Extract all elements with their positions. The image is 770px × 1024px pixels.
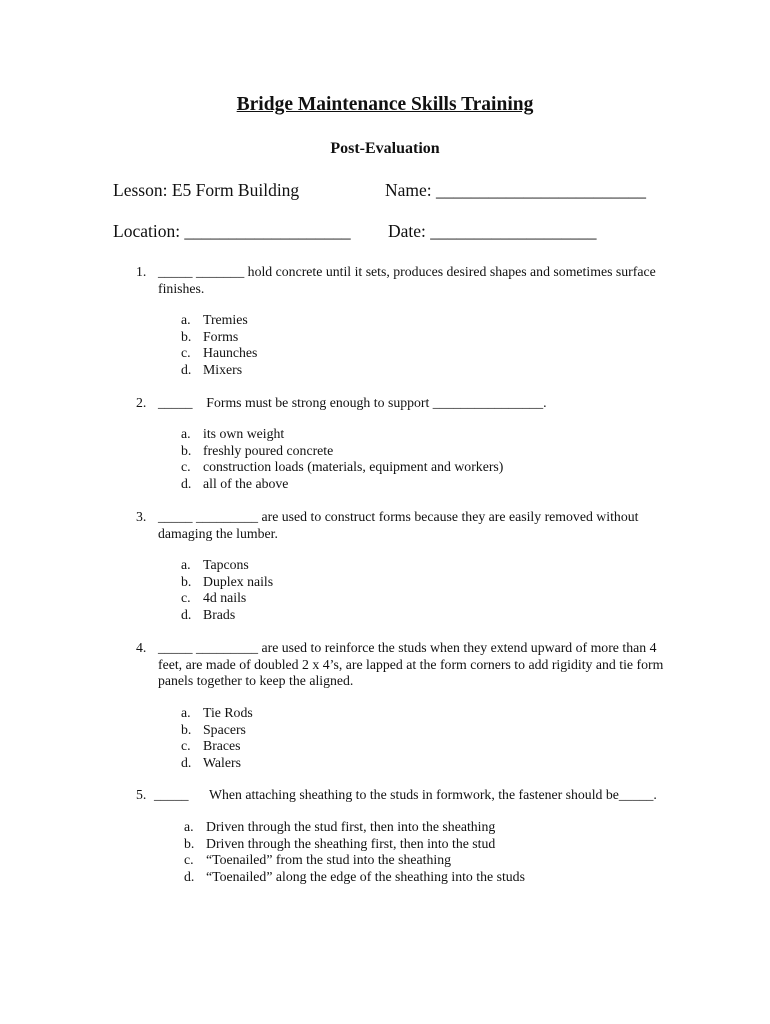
option-letter: c. bbox=[181, 590, 191, 605]
question-text: _____ _________ are used to construct forms because they are easily removed without damaging the lumber. bbox=[158, 509, 639, 541]
option-text: Braces bbox=[203, 738, 241, 753]
option-text: Walers bbox=[203, 754, 241, 770]
option-text: Duplex nails bbox=[203, 573, 274, 589]
option-letter: b. bbox=[181, 721, 192, 737]
option-text: freshly poured concrete bbox=[203, 442, 334, 458]
option-text: Tie Rods bbox=[203, 705, 253, 720]
option-text: Brads bbox=[203, 606, 236, 622]
question-text: _____ When attaching sheathing to the studs in formwork, the fastener should be_____. bbox=[154, 787, 657, 802]
option-letter: b. bbox=[181, 328, 192, 344]
question-3 bbox=[136, 509, 676, 542]
location-field[interactable]: Location: ___________________ bbox=[113, 221, 351, 241]
option-letter: d. bbox=[181, 606, 192, 622]
question-1 bbox=[136, 264, 676, 297]
option-letter: a. bbox=[181, 705, 191, 720]
option-text: 4d nails bbox=[203, 590, 247, 605]
question-text: _____ _______ hold concrete until it sets, produces desired shapes and sometimes surface finishes. bbox=[158, 264, 656, 296]
question-4 bbox=[136, 640, 676, 690]
option-letter: c. bbox=[181, 738, 191, 753]
option-letter: b. bbox=[181, 573, 192, 589]
option-letter: c. bbox=[184, 852, 194, 867]
option-text: “Toenailed” along the edge of the sheathing into the studs bbox=[206, 868, 525, 884]
option-text: Mixers bbox=[203, 361, 243, 377]
option-letter: c. bbox=[181, 459, 191, 474]
option-letter: a. bbox=[181, 557, 191, 572]
option-letter: c. bbox=[181, 345, 191, 360]
question-number: 1. bbox=[136, 264, 147, 279]
option-text: construction loads (materials, equipment and workers) bbox=[203, 459, 504, 474]
option-letter: b. bbox=[184, 835, 195, 851]
question-5 bbox=[136, 787, 676, 804]
document-title: Bridge Maintenance Skills Training bbox=[236, 94, 534, 115]
question-number: 3. bbox=[136, 509, 147, 524]
option-text: Tremies bbox=[203, 312, 248, 327]
option-text: all of the above bbox=[203, 475, 289, 491]
option-letter: d. bbox=[181, 754, 192, 770]
question-number: 5. bbox=[136, 787, 147, 802]
question-number: 2. bbox=[136, 395, 147, 410]
option-letter: b. bbox=[181, 442, 192, 458]
option-text: Tapcons bbox=[203, 557, 249, 572]
question-2 bbox=[136, 395, 676, 412]
question-text: _____ Forms must be strong enough to support ________________. bbox=[158, 395, 547, 410]
option-letter: a. bbox=[181, 426, 191, 441]
question-text: _____ _________ are used to reinforce the studs when they extend upward of more than 4 feet, are made of doubled 2 x 4’s, are lapped at the form corners to add rigidity and tie form panels together to keep the aligned. bbox=[158, 640, 664, 688]
question-number: 4. bbox=[136, 640, 147, 655]
document-subtitle: Post-Evaluation bbox=[330, 140, 440, 157]
option-text: Driven through the stud first, then into the sheathing bbox=[206, 819, 496, 834]
option-letter: d. bbox=[184, 868, 195, 884]
option-letter: d. bbox=[181, 361, 192, 377]
option-text: Haunches bbox=[203, 345, 258, 360]
option-letter: a. bbox=[181, 312, 191, 327]
option-text: Spacers bbox=[203, 721, 246, 737]
option-text: Forms bbox=[203, 328, 239, 344]
option-text: “Toenailed” from the stud into the sheathing bbox=[206, 852, 452, 867]
option-text: its own weight bbox=[203, 426, 285, 441]
option-letter: a. bbox=[184, 819, 194, 834]
lesson-field: Lesson: E5 Form Building bbox=[113, 180, 300, 200]
option-text: Driven through the sheathing first, then into the stud bbox=[206, 835, 496, 851]
date-field[interactable]: Date: ___________________ bbox=[388, 221, 597, 241]
name-field[interactable]: Name: ________________________ bbox=[385, 180, 647, 200]
option-letter: d. bbox=[181, 475, 192, 491]
